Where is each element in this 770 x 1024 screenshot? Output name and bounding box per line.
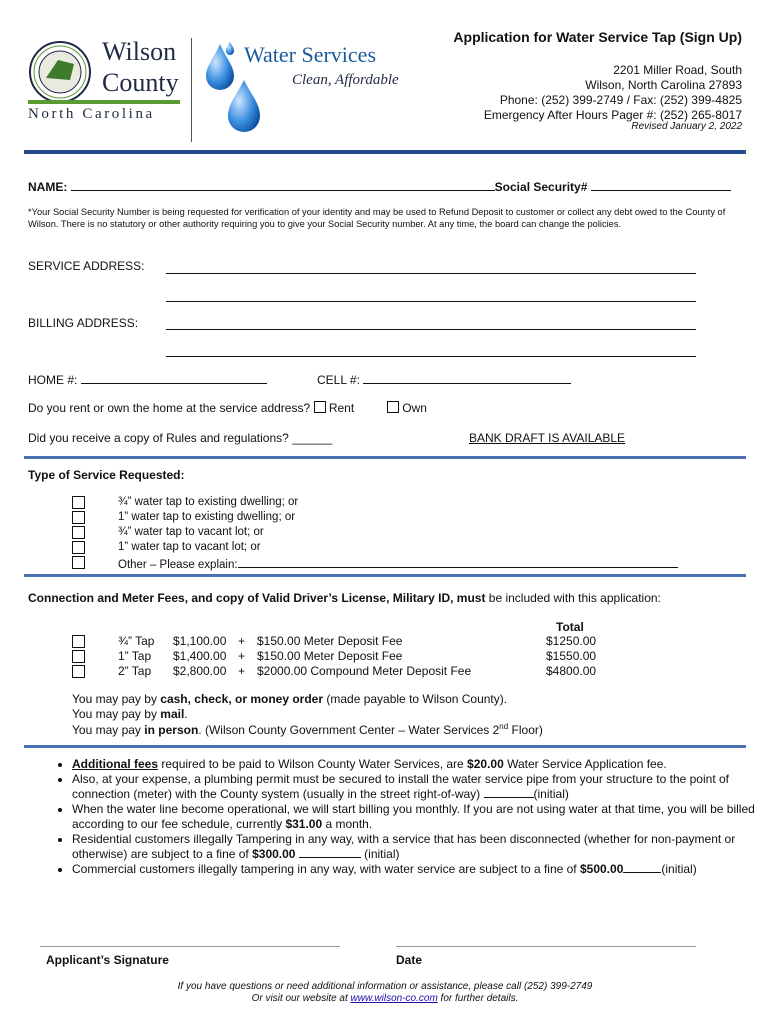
fee-total-1: $1250.00 (546, 634, 597, 648)
fees-heading-bold: Connection and Meter Fees, and copy of Valid Driver’s License, Military ID, must (28, 591, 486, 605)
service-address-row (28, 259, 144, 273)
fee-plus-2: + (238, 649, 246, 663)
application-fee-amount: $20.00 (467, 757, 504, 771)
payment-line-1-pre: You may pay by (72, 692, 161, 706)
address-line2: Wilson, North Carolina 27893 (585, 78, 742, 92)
total-label: Total (556, 620, 584, 634)
date-label: Date (396, 953, 423, 967)
payment-line-2 (72, 707, 188, 721)
rent-own-question: Do you rent or own the home at the service address? (28, 401, 311, 415)
other-explain-field[interactable] (238, 556, 678, 568)
service-option-5-row (118, 556, 678, 571)
service-address-field[interactable] (166, 262, 696, 274)
fee-cost-3: $2,800.00 (173, 664, 227, 678)
fees-heading-rest: be included with this application: (485, 591, 661, 605)
service-checkbox-2[interactable] (72, 511, 85, 524)
form-title: Application for Water Service Tap (Sign Up) (453, 29, 742, 45)
header-divider (191, 38, 192, 142)
service-option-1: ¾” water tap to existing dwelling; or (118, 496, 299, 508)
bullet-3-end: a month. (322, 817, 373, 831)
services-tagline: Clean, Affordable (292, 72, 399, 88)
service-address-field-2[interactable] (166, 290, 696, 302)
service-checkbox-4[interactable] (72, 541, 85, 554)
service-checkbox-1[interactable] (72, 496, 85, 509)
signature-label: Applicant’s Signature (46, 953, 169, 967)
service-checkbox-5[interactable] (72, 556, 85, 569)
service-option-2: 1” water tap to existing dwelling; or (118, 511, 296, 523)
footer-website (0, 993, 770, 1004)
additional-fees-label: Additional fees (72, 757, 159, 771)
name-row (28, 179, 731, 194)
cell-phone-field[interactable] (363, 372, 571, 384)
own-checkbox[interactable] (387, 401, 399, 413)
fees-heading (28, 591, 661, 605)
fee-tap-2: 1” Tap (118, 649, 152, 663)
service-type-heading: Type of Service Requested: (28, 468, 185, 482)
services-title: Water Services (244, 42, 376, 67)
fee-total-2: $1550.00 (546, 649, 597, 663)
date-field[interactable] (396, 946, 696, 947)
ssn-notice: *Your Social Security Number is being requested for verification of your identity and may be used to Refund Deposit to customer or collect any debt owed to the County of Wilson. There is no statutory or other authority requiring you to give your Social Security number. At any time, the board can change the policies. (28, 207, 726, 229)
revised-date: Revised January 2, 2022 (631, 121, 742, 132)
residential-fine-amount: $300.00 (252, 847, 296, 861)
list-item (72, 832, 762, 862)
pager: Emergency After Hours Pager #: (252) 265-8017 (483, 108, 742, 122)
initial-field-1[interactable] (484, 787, 534, 798)
service-option-4: 1” water tap to vacant lot; or (118, 541, 261, 553)
section-rule-3 (24, 745, 746, 748)
service-checkbox-3[interactable] (72, 526, 85, 539)
payment-line-1-post: (made payable to Wilson County). (323, 692, 508, 706)
service-address-label: SERVICE ADDRESS: (28, 259, 145, 273)
payment-line-3-end: Floor) (508, 723, 543, 737)
bullet-1-end: Water Service Application fee. (503, 757, 667, 771)
initial-field-2[interactable] (299, 847, 361, 858)
fee-cost-1: $1,100.00 (173, 634, 227, 648)
cell-row (317, 372, 571, 387)
footer-website-pre: Or visit our website at (251, 993, 351, 1004)
bullet-4-end: (initial) (360, 847, 400, 861)
initial-field-3[interactable] (623, 862, 661, 873)
payment-line-2-post: . (184, 707, 188, 721)
rules-question: Did you receive a copy of Rules and regulations? ______ (28, 431, 333, 445)
fee-plus-3: + (238, 664, 246, 678)
address-line1: 2201 Miller Road, South (613, 63, 742, 77)
phone-row (28, 372, 267, 387)
signature-field[interactable] (40, 946, 340, 947)
fee-checkbox-1[interactable] (72, 635, 85, 648)
payment-line-2-bold: mail (160, 707, 185, 721)
service-option-5: Other – Please explain: (118, 559, 238, 571)
service-option-3: ¾” water tap to vacant lot; or (118, 526, 264, 538)
footer-contact: If you have questions or need additional information or assistance, please call (252) 399-2749 (177, 981, 593, 992)
bullet-1-text: required to be paid to Wilson County Water Services, are (158, 757, 468, 771)
billing-address-field[interactable] (166, 318, 696, 330)
payment-line-3-post: . (Wilson County Government Center – Water Services 2 (198, 723, 500, 737)
payment-line-2-pre: You may pay by (72, 707, 161, 721)
bullet-3-text: When the water line become operational, we will start billing you monthly. If you are not using water at that time, you will be billed according to our fee schedule, currently (72, 802, 755, 831)
fee-cost-2: $1,400.00 (173, 649, 227, 663)
county-accent-bar (28, 100, 180, 104)
conditions-list (46, 757, 762, 877)
section-rule-1 (24, 456, 746, 459)
bullet-2-text: Also, at your expense, a plumbing permit must be secured to install the water service pipe from your structure to the point of connection (meter) with the County system (usually in the street right-of-way) (72, 772, 729, 801)
rent-label: Rent (328, 401, 355, 415)
fee-tap-3: 2” Tap (118, 664, 152, 678)
fee-plus-1: + (238, 634, 246, 648)
home-phone-field[interactable] (81, 372, 267, 384)
bank-draft-note: BANK DRAFT IS AVAILABLE (469, 431, 626, 445)
monthly-fee-amount: $31.00 (285, 817, 323, 831)
county-seal-logo (28, 40, 92, 104)
fee-total-3: $4800.00 (546, 664, 597, 678)
county-name-line2: County (102, 68, 179, 97)
payment-line-1-bold: cash, check, or money order (160, 692, 324, 706)
name-label: NAME: (28, 180, 68, 194)
name-field[interactable] (71, 179, 495, 191)
payment-line-3-sup: nd (499, 722, 509, 731)
list-item (72, 772, 762, 802)
billing-address-label: BILLING ADDRESS: (28, 316, 139, 330)
bullet-5-text: Commercial customers illegally tampering in any way, with water service are subject to a fine of (72, 862, 580, 876)
fee-deposit-2: $150.00 Meter Deposit Fee (257, 649, 403, 663)
website-link[interactable]: www.wilson-co.com (350, 993, 438, 1004)
billing-address-field-2[interactable] (166, 345, 696, 357)
ssn-label: Social Security# (494, 180, 588, 194)
commercial-fine-amount: $500.00 (579, 862, 624, 876)
own-label: Own (402, 401, 427, 415)
county-state: North Carolina (28, 106, 155, 122)
rent-checkbox[interactable] (314, 401, 326, 413)
county-name-line1: Wilson (102, 37, 177, 66)
list-item (72, 862, 762, 877)
cell-label: CELL #: (317, 373, 360, 387)
bullet-4-text: Residential customers illegally Tampering in any way, with a service that has been disconnected (whether for non-payment or otherwise) are subject to a fine of (72, 832, 736, 861)
bullet-5-end: (initial) (661, 862, 697, 876)
list-item (72, 757, 762, 772)
payment-line-3-pre: You may pay (72, 723, 145, 737)
home-label: HOME #: (28, 373, 78, 387)
payment-line-3 (72, 722, 543, 737)
header-rule (24, 150, 746, 154)
fee-checkbox-2[interactable] (72, 650, 85, 663)
rent-own-row (28, 401, 427, 415)
fee-deposit-3: $2000.00 Compound Meter Deposit Fee (257, 664, 472, 678)
payment-line-1 (72, 692, 507, 706)
section-rule-2 (24, 574, 746, 577)
fee-tap-1: ¾” Tap (118, 634, 155, 648)
bullet-2-end: (initial) (533, 787, 569, 801)
fee-deposit-1: $150.00 Meter Deposit Fee (257, 634, 403, 648)
list-item (72, 802, 762, 832)
footer-website-post: for further details. (437, 993, 519, 1004)
billing-address-row (28, 316, 138, 330)
payment-line-3-bold: in person (144, 723, 199, 737)
phone-fax: Phone: (252) 399-2749 / Fax: (252) 399-4825 (499, 93, 742, 107)
ssn-field[interactable] (591, 179, 731, 191)
fee-checkbox-3[interactable] (72, 665, 85, 678)
